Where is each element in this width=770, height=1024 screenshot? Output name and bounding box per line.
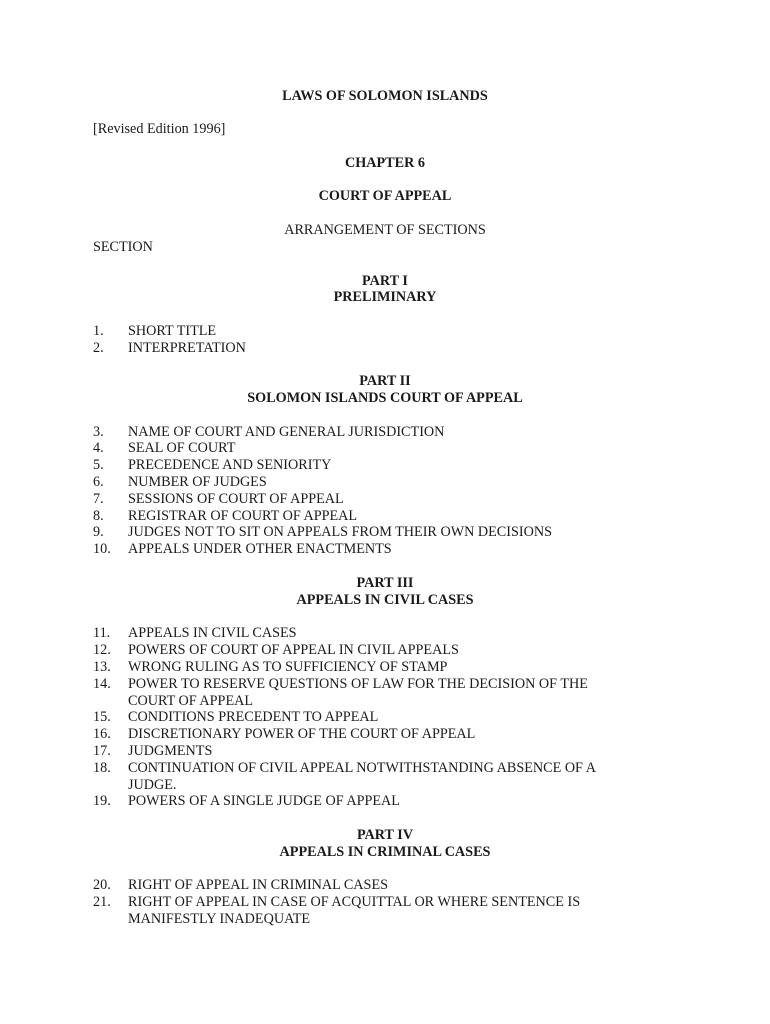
section-title: APPEALS UNDER OTHER ENACTMENTS bbox=[128, 541, 392, 557]
part-title: SOLOMON ISLANDS COURT OF APPEAL bbox=[247, 390, 523, 406]
section-title: JUDGES NOT TO SIT ON APPEALS FROM THEIR OWN DECISIONS bbox=[128, 524, 552, 540]
section-title: CONDITIONS PRECEDENT TO APPEAL bbox=[128, 709, 379, 725]
section-number: 4. bbox=[93, 440, 104, 456]
section-title: SHORT TITLE bbox=[128, 323, 217, 339]
part-heading: PART II bbox=[359, 373, 411, 389]
arrangement-heading: ARRANGEMENT OF SECTIONS bbox=[284, 222, 486, 238]
section-title: RIGHT OF APPEAL IN CRIMINAL CASES bbox=[128, 877, 389, 893]
section-title: NUMBER OF JUDGES bbox=[128, 474, 267, 490]
section-title: POWER TO RESERVE QUESTIONS OF LAW FOR THE DECISION OF THE bbox=[128, 676, 588, 692]
section-title: CONTINUATION OF CIVIL APPEAL NOTWITHSTANDING ABSENCE OF A bbox=[128, 760, 596, 776]
section-title-continued: MANIFESTLY INADEQUATE bbox=[128, 910, 311, 927]
section-number: 3. bbox=[93, 424, 104, 440]
part-heading: PART IV bbox=[356, 827, 414, 843]
part-heading: PART I bbox=[362, 273, 408, 289]
section-title: RIGHT OF APPEAL IN CASE OF ACQUITTAL OR WHERE SENTENCE IS bbox=[128, 894, 581, 910]
part-title: PRELIMINARY bbox=[333, 289, 437, 305]
section-title: PRECEDENCE AND SENIORITY bbox=[128, 457, 332, 473]
part-title: APPEALS IN CIVIL CASES bbox=[296, 592, 474, 608]
revised-edition: [Revised Edition 1996] bbox=[93, 121, 226, 137]
section-number: 2. bbox=[93, 340, 104, 356]
section-title: DISCRETIONARY POWER OF THE COURT OF APPEAL bbox=[128, 726, 476, 742]
section-title: JUDGMENTS bbox=[128, 743, 213, 759]
section-title-continued: COURT OF APPEAL bbox=[128, 692, 254, 709]
section-title: WRONG RULING AS TO SUFFICIENCY OF STAMP bbox=[128, 659, 448, 675]
section-number: 19. bbox=[93, 793, 111, 809]
part-title: APPEALS IN CRIMINAL CASES bbox=[279, 844, 491, 860]
part-heading: PART III bbox=[356, 575, 414, 591]
section-title: NAME OF COURT AND GENERAL JURISDICTION bbox=[128, 424, 445, 440]
section-title-continued: JUDGE. bbox=[128, 776, 177, 793]
section-number: 12. bbox=[93, 642, 111, 658]
section-number: 14. bbox=[93, 676, 111, 692]
section-number: 10. bbox=[93, 541, 111, 557]
section-number: 1. bbox=[93, 323, 104, 339]
section-number: 6. bbox=[93, 474, 104, 490]
section-number: 11. bbox=[93, 625, 111, 641]
section-number: 21. bbox=[93, 894, 111, 910]
section-title: POWERS OF COURT OF APPEAL IN CIVIL APPEALS bbox=[128, 642, 459, 658]
section-title: REGISTRAR OF COURT OF APPEAL bbox=[128, 508, 358, 524]
section-number: 20. bbox=[93, 877, 111, 893]
act-title: COURT OF APPEAL bbox=[318, 188, 452, 204]
section-title: SEAL OF COURT bbox=[128, 440, 236, 456]
section-title: SESSIONS OF COURT OF APPEAL bbox=[128, 491, 344, 507]
section-number: 8. bbox=[93, 508, 104, 524]
section-number: 17. bbox=[93, 743, 111, 759]
laws-title: LAWS OF SOLOMON ISLANDS bbox=[282, 88, 488, 104]
section-number: 5. bbox=[93, 457, 104, 473]
section-number: 16. bbox=[93, 726, 111, 742]
section-title: POWERS OF A SINGLE JUDGE OF APPEAL bbox=[128, 793, 400, 809]
section-number: 9. bbox=[93, 524, 104, 540]
section-number: 13. bbox=[93, 659, 111, 675]
section-label: SECTION bbox=[93, 239, 153, 255]
section-title: APPEALS IN CIVIL CASES bbox=[128, 625, 297, 641]
section-number: 18. bbox=[93, 760, 111, 776]
section-number: 7. bbox=[93, 491, 104, 507]
section-number: 15. bbox=[93, 709, 111, 725]
section-title: INTERPRETATION bbox=[128, 340, 246, 356]
chapter-heading: CHAPTER 6 bbox=[344, 155, 425, 171]
